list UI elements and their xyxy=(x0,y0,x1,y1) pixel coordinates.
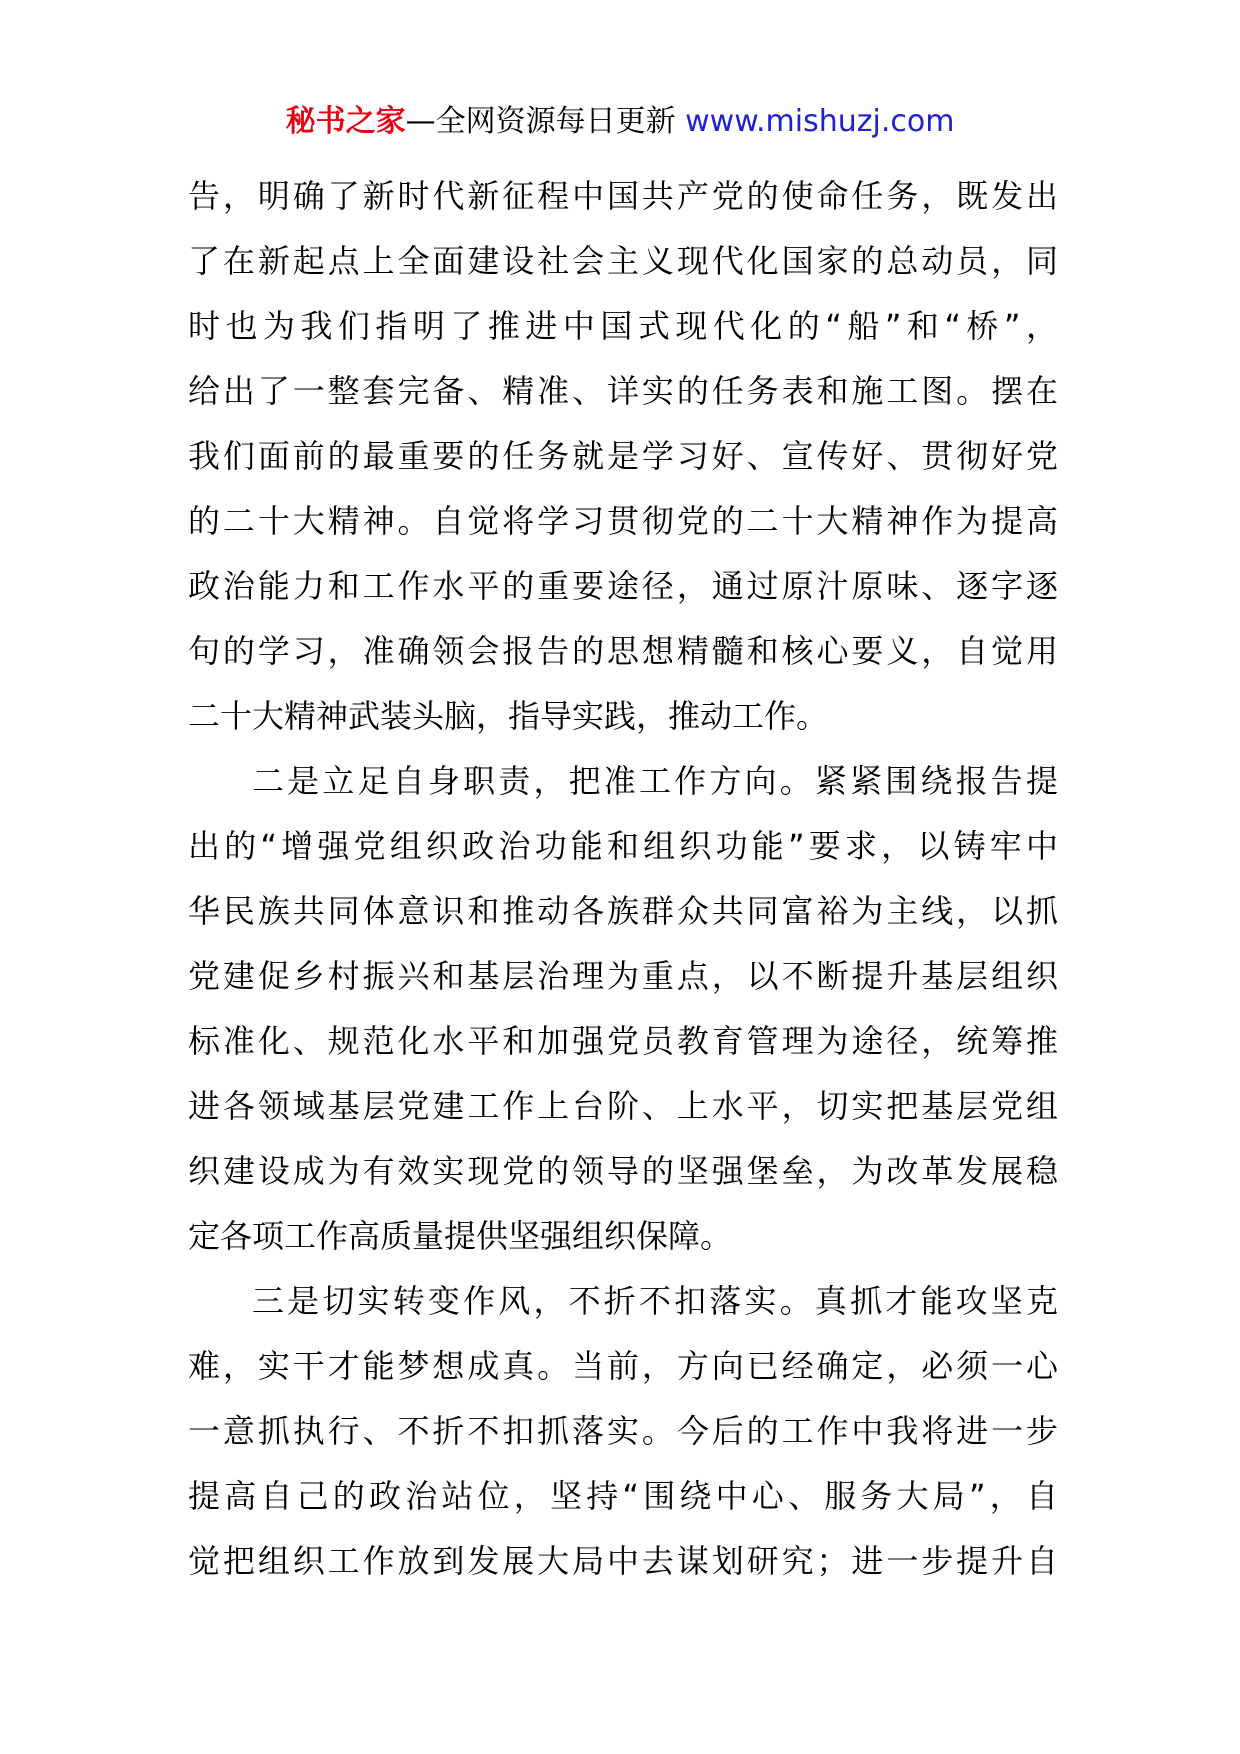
text-line: 标准化、规范化水平和加强党员教育管理为途径，统筹推 xyxy=(188,1022,1058,1060)
page-header xyxy=(0,100,1240,144)
paragraph-3 xyxy=(188,1269,1058,1594)
header-slogan: —全网资源每日更新 xyxy=(405,104,676,139)
text-line: 难，实干才能梦想成真。当前，方向已经确定，必须一心 xyxy=(188,1347,1058,1385)
text-line: 我们面前的最重要的任务就是学习好、宣传好、贯彻好党 xyxy=(188,437,1058,475)
text-line: 告，明确了新时代新征程中国共产党的使命任务，既发出 xyxy=(188,177,1058,215)
text-line: 时也为我们指明了推进中国式现代化的“船”和“桥”， xyxy=(188,307,1058,345)
text-line: 提高自己的政治站位，坚持“围绕中心、服务大局”，自 xyxy=(188,1477,1058,1515)
text-line: 三是切实转变作风，不折不扣落实。真抓才能攻坚克 xyxy=(252,1282,1058,1320)
text-line: 给出了一整套完备、精准、详实的任务表和施工图。摆在 xyxy=(188,372,1058,410)
text-line: 出的“增强党组织政治功能和组织功能”要求，以铸牢中 xyxy=(188,827,1058,865)
text-line: 一意抓执行、不折不扣抓落实。今后的工作中我将进一步 xyxy=(188,1412,1058,1450)
text-line: 党建促乡村振兴和基层治理为重点，以不断提升基层组织 xyxy=(188,957,1058,995)
header-url-link[interactable]: www.mishuzj.com xyxy=(685,104,955,139)
paragraph-2 xyxy=(188,749,1058,1269)
text-line: 二是立足自身职责，把准工作方向。紧紧围绕报告提 xyxy=(252,762,1058,800)
text-line: 定各项工作高质量提供坚强组织保障。 xyxy=(188,1217,733,1255)
text-line: 织建设成为有效实现党的领导的坚强堡垒，为改革发展稳 xyxy=(188,1152,1058,1190)
text-line: 二十大精神武装头脑，指导实践，推动工作。 xyxy=(188,697,829,735)
text-line: 的二十大精神。自觉将学习贯彻党的二十大精神作为提高 xyxy=(188,502,1058,540)
text-line: 进各领域基层党建工作上台阶、上水平，切实把基层党组 xyxy=(188,1087,1058,1125)
text-line: 政治能力和工作水平的重要途径，通过原汁原味、逐字逐 xyxy=(188,567,1058,605)
header-brand: 秘书之家 xyxy=(285,104,406,139)
text-line: 句的学习，准确领会报告的思想精髓和核心要义，自觉用 xyxy=(188,632,1058,670)
paragraph-1 xyxy=(188,164,1058,749)
document-body xyxy=(188,164,1058,1594)
text-line: 了在新起点上全面建设社会主义现代化国家的总动员，同 xyxy=(188,242,1058,280)
text-line: 觉把组织工作放到发展大局中去谋划研究；进一步提升自 xyxy=(188,1542,1058,1580)
text-line: 华民族共同体意识和推动各族群众共同富裕为主线，以抓 xyxy=(188,892,1058,930)
